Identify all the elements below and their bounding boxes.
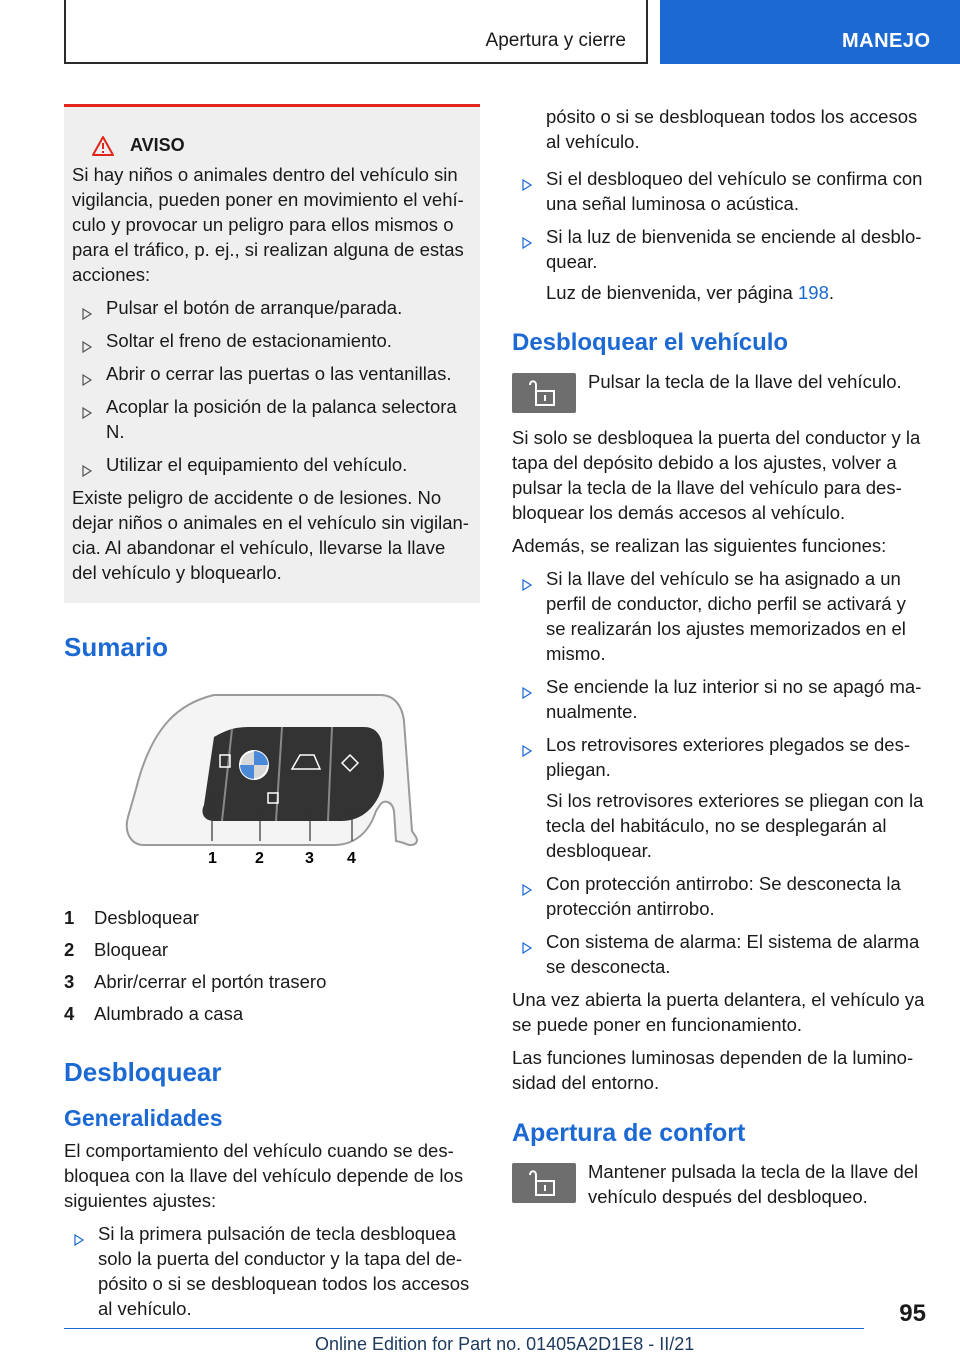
callout-3: 3 <box>305 850 314 867</box>
triangle-bullet-icon <box>82 400 92 412</box>
right-column <box>512 104 928 1221</box>
functions-list <box>512 566 928 782</box>
triangle-bullet-icon <box>82 301 92 313</box>
sumario-heading: Sumario <box>64 632 169 662</box>
functions-list-2 <box>512 871 928 979</box>
confort-instruction <box>512 1159 928 1209</box>
list-item: Si la primera pulsación de tecla desbloquea solo la puerta del conductor y la tapa del depósito o si se desbloquean todos los accesos al vehículo. <box>64 1221 480 1271</box>
desbloquear-p3: Una vez abierta la puerta delantera, el vehículo ya se puede poner en funcionamiento. <box>512 989 925 1035</box>
footer-rule <box>64 1328 864 1329</box>
warning-triangle-icon <box>92 136 114 156</box>
warning-list <box>72 295 472 477</box>
page-link-198[interactable]: 198 <box>798 282 829 303</box>
desbloquear-intro: El comportamiento del vehículo cuando se desbloquea con la llave del vehículo depende de los siguientes ajustes: <box>64 1140 464 1211</box>
warning-title-row <box>72 133 472 158</box>
desbloquear-heading: Desbloquear <box>64 1057 222 1087</box>
list-item: Con sistema de alarma: El sistema de alarma se desconecta. <box>512 929 928 979</box>
callout-1: 1 <box>208 850 217 867</box>
list-item: Soltar el freno de estacionamiento. <box>72 328 472 353</box>
confort-instruction-text: Mantener pulsada la tecla de la llave del vehículo después del desbloqueo. <box>588 1161 919 1207</box>
unlock-key-icon <box>512 373 576 413</box>
generalidades-heading: Generalidades <box>64 1105 223 1131</box>
header-frame <box>64 0 648 64</box>
list-item: Con protección antirrobo: Se desconecta la protección antirrobo. <box>512 871 928 921</box>
triangle-bullet-icon <box>82 367 92 379</box>
list-item: Si la luz de bienvenida se enciende al desbloquear. <box>512 224 928 274</box>
unlock-instruction <box>512 369 928 413</box>
list-item: Si el desbloqueo del vehículo se confirma con una señal luminosa o acústica. <box>512 166 928 216</box>
sumario-legend <box>64 905 480 1026</box>
desbloquear-list-continuation: pósito o si se desbloquean todos los accesos al vehículo. <box>546 106 918 152</box>
list-item: Los retrovisores exteriores plegados se despliegan. <box>512 732 928 782</box>
desbloquear-p4: Las funciones luminosas dependen de la luminosidad del entorno. <box>512 1047 914 1093</box>
desbloquear-p2: Además, se realizan las siguientes funciones: <box>512 535 887 556</box>
callout-2: 2 <box>255 850 264 867</box>
legend-item: 2 Bloquear <box>64 939 169 960</box>
triangle-bullet-icon <box>522 172 532 184</box>
mirror-note: Si los retrovisores exteriores se pliegan con la tecla del habitáculo, no se desplegarán al desbloquear. <box>546 790 924 861</box>
legend-item: 4 Alumbrado a casa <box>64 1003 244 1024</box>
triangle-bullet-icon <box>522 230 532 242</box>
list-item: Acoplar la posición de la palanca selectora N. <box>72 394 472 444</box>
triangle-bullet-icon <box>522 935 532 947</box>
list-item: Si la llave del vehículo se ha asignado a un perfil de conductor, dicho perfil se activará y se realizarán los ajustes memorizados en el mismo. <box>512 566 928 666</box>
triangle-bullet-icon <box>522 738 532 750</box>
confort-heading: Apertura de confort <box>512 1119 746 1147</box>
desbloquear-list <box>64 1221 480 1319</box>
header-chapter: MANEJO <box>660 0 960 64</box>
desbloquear-vehiculo-heading: Desbloquear el vehículo <box>512 329 789 356</box>
triangle-bullet-icon <box>522 877 532 889</box>
desbloquear-list-cont <box>512 166 928 274</box>
warning-title: AVISO <box>130 135 185 155</box>
legend-item: 3 Abrir/cerrar el portón trasero <box>64 971 327 992</box>
warning-box <box>64 104 480 603</box>
list-item: Se enciende la luz interior si no se apagó manualmente. <box>512 674 928 724</box>
triangle-bullet-icon <box>82 334 92 346</box>
left-column <box>64 104 480 1319</box>
unlock-key-icon <box>512 1163 576 1203</box>
list-item: Pulsar el botón de arranque/parada. <box>72 295 472 320</box>
warning-intro: Si hay niños o animales dentro del vehículo sin vigilancia, pueden poner en movimiento el vehículo y provocar un peligro para ellos mismos o para el tráfico, p. ej., si realizan alguna de estas acciones: <box>72 164 464 285</box>
triangle-bullet-icon <box>522 572 532 584</box>
list-item: Utilizar el equipamiento del vehículo. <box>72 452 472 477</box>
page-number: 95 <box>899 1300 926 1327</box>
welcome-light-ref: Luz de bienvenida, ver página 198. <box>546 282 835 303</box>
triangle-bullet-icon <box>522 680 532 692</box>
callout-4: 4 <box>347 850 356 867</box>
footer-edition: Online Edition for Part no. 01405A2D1E8 - II/21 <box>315 1334 695 1354</box>
header-section: Apertura y cierre <box>485 30 626 51</box>
key-fob-figure <box>64 681 480 891</box>
desbloquear-p1: Si solo se desbloquea la puerta del conductor y la tapa del depósito debido a los ajustes, volver a pulsar la tecla de la llave del vehículo para desbloquear los demás accesos al vehículo. <box>512 427 921 523</box>
triangle-bullet-icon <box>74 1227 84 1239</box>
list-item: Abrir o cerrar las puertas o las ventanillas. <box>72 361 472 386</box>
triangle-bullet-icon <box>82 458 92 470</box>
warning-outro: Existe peligro de accidente o de lesiones. No dejar niños o animales en el vehículo sin vigilancia. Al abandonar el vehículo, llevarse la llave del vehículo y bloquearlo. <box>72 487 469 583</box>
legend-item: 1 Desbloquear <box>64 907 199 928</box>
unlock-instruction-text: Pulsar la tecla de la llave del vehículo. <box>588 371 902 392</box>
